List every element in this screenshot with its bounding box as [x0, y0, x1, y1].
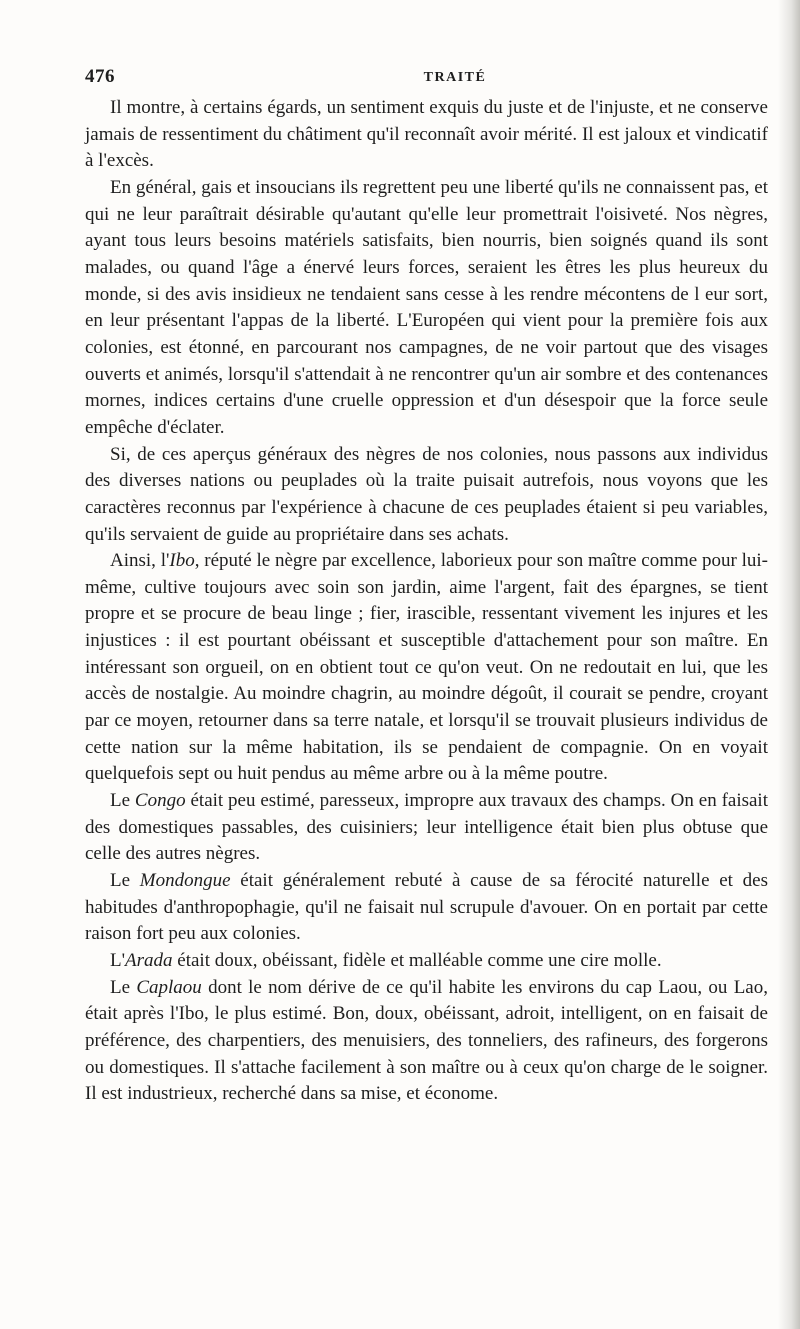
paragraph	[85, 442, 768, 549]
paragraph	[85, 95, 768, 175]
italic-term: Congo	[134, 790, 186, 812]
running-head	[85, 66, 775, 92]
text-run: L'	[110, 950, 126, 971]
text-run: Le	[110, 870, 140, 892]
paragraph	[85, 975, 768, 1108]
italic-term: Mondongue	[139, 870, 231, 892]
text-run: était peu estimé, paresseux, impropre aux travaux des champs. On en faisait des domestiques passables, des cuisiniers; leur intelligence était bien plus obtuse que celle des autres nègres.	[85, 790, 768, 865]
paragraph	[85, 948, 768, 975]
text-run: , réputé le nègre par excellence, laborieux pour son maître comme pour lui-même, cultive toujours avec soin son jardin, aime l'argent, fait des épargnes, se tient propre et se procure de beau linge ; fier, irascible, ressentant vivement les injures et les injustices : il est pourtant obéissant et susceptible d'attachement pour son maître. En intéressant son orgueil, on en obtient tout ce qu'on veut. On ne redoutait en lui, que les accès de nostalgie. Au moindre chagrin, au moindre dégoût, il courait se pendre, croyant par ce moyen, retourner dans sa terre natale, et lorsqu'il se trouvait plusieurs individus de cette nation sur la même habitation, ils se pendaient de compagnie. On en voyait quelquefois sept ou huit pendus au même arbre ou à la même poutre.	[85, 550, 768, 785]
text-run: était doux, obéissant, fidèle et malléable comme une cire molle.	[172, 950, 662, 971]
text-run: Le	[110, 790, 135, 812]
paragraph	[85, 788, 768, 868]
text-run: En général, gais et insoucians ils regrettent peu une liberté qu'ils ne connaissent pas, et qui ne leur paraîtrait désirable qu'autant qu'elle leur promettrait l'oisiveté. Nos nègres, ayant tous leurs besoins matériels satisfaits, bien nourris, bien soignés quand ils sont malades, ou quand l'âge a énervé leurs forces, seraient les êtres les plus heureux du monde, si des avis insidieux ne tendaient sans cesse à les rendre mécontens de l eur sort, en leur présentant l'appas de la liberté. L'Européen qui vient pour la première fois aux colonies, est étonné, en parcourant nos campagnes, de ne voir partout que des visages ouverts et animés, lorsqu'il s'attendait à ne rencontrer qu'un air sombre et des contenances mornes, indices certains d'une cruelle oppression et d'un désespoir que la force seule empêche d'éclater.	[85, 176, 768, 438]
text-run: Si, de ces aperçus généraux des nègres de nos colonies, nous passons aux individus des diverses nations ou peuplades où la traite puisait autrefois, nous voyons que les caractères reconnus par l'expérience à chacune de ces peuplades étaient si peu variables, qu'ils servaient de guide au propriétaire dans ses achats.	[85, 443, 768, 545]
paragraph	[85, 548, 768, 788]
page-edge-shadow	[778, 0, 800, 1329]
italic-term: Arada	[125, 950, 173, 971]
text-run: Ainsi, l'	[110, 550, 170, 572]
header-title: TRAITÉ	[423, 70, 487, 85]
text-run: Il montre, à certains égards, un sentiment exquis du juste et de l'injuste, et ne conserve jamais de ressentiment du châtiment qu'il reconnaît avoir mérité. Il est jaloux et vindicatif à l'excès.	[85, 97, 768, 172]
paragraph	[85, 868, 768, 948]
page-number: 476	[85, 66, 115, 87]
text-run: Le	[110, 976, 137, 998]
text-run: dont le nom dérive de ce qu'il habite les environs du cap Laou, ou Lao, était après l'Ibo, le plus estimé. Bon, doux, obéissant, adroit, intelligent, on en faisait de préférence, des charpentiers, des menuisiers, des tonneliers, des rafineurs, des forgerons ou domestiques. Il s'attache facilement à son maître ou à ceux qu'on charge de le soigner. Il est industrieux, recherché dans sa mise, et économe.	[85, 976, 768, 1105]
paragraph	[85, 175, 768, 442]
text-run: était généralement rebuté à cause de sa férocité naturelle et des habitudes d'anthropophagie, qu'il ne faisait nul scrupule d'avouer. On en portait par cette raison fort peu aux colonies.	[85, 870, 769, 945]
body-text	[85, 95, 768, 1108]
italic-term: Caplaou	[136, 976, 202, 998]
italic-term: Ibo	[169, 550, 195, 572]
